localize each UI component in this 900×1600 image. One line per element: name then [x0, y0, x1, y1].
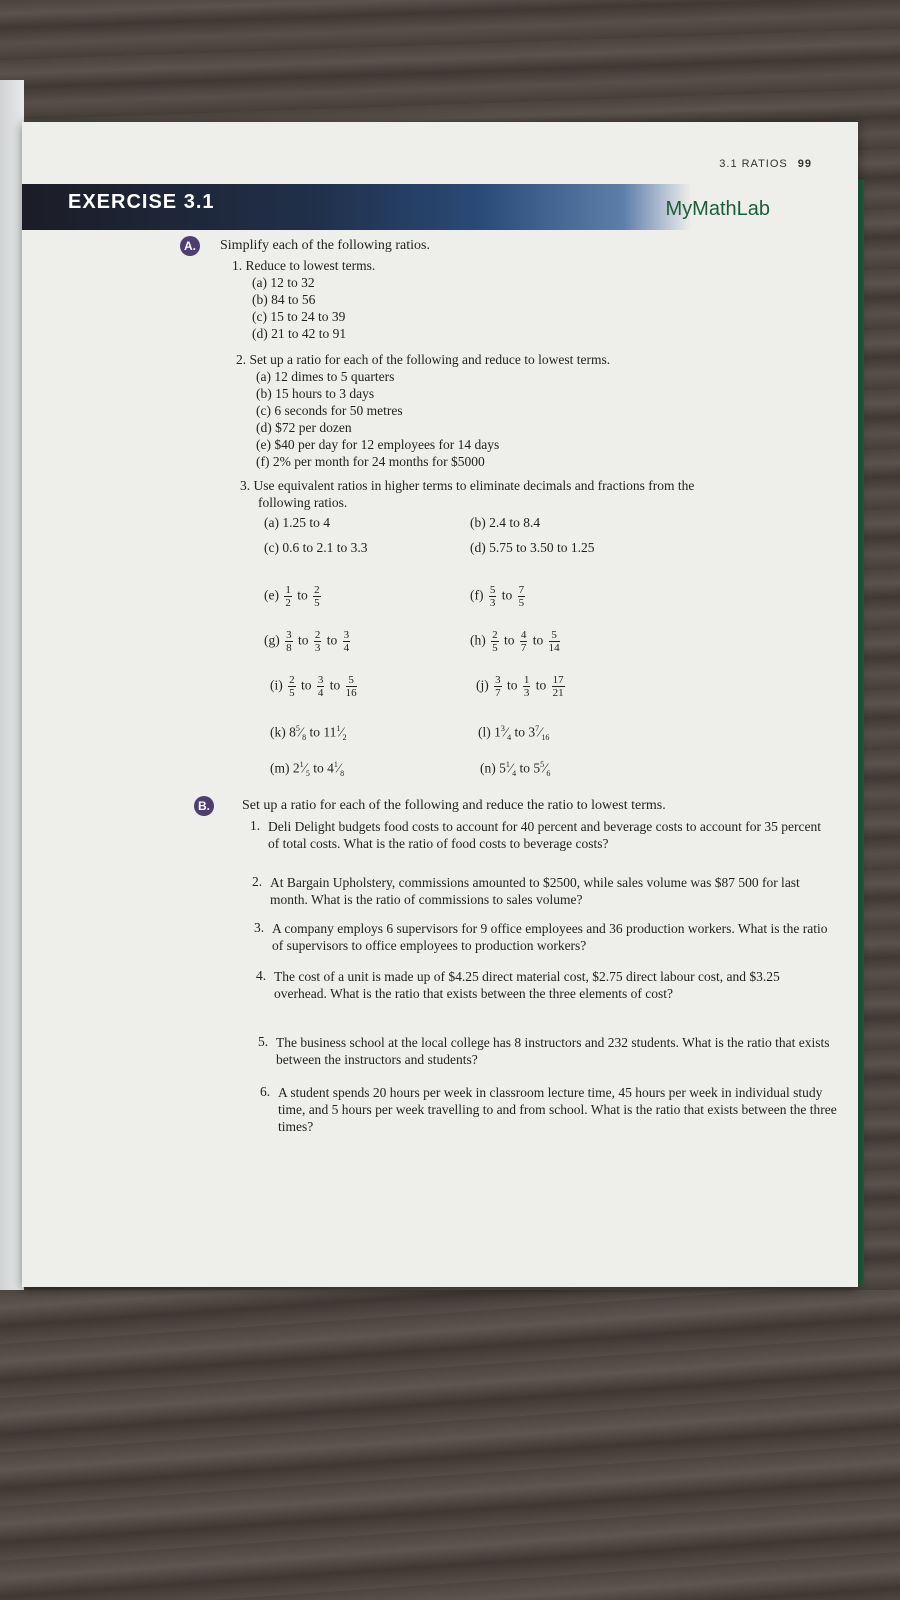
fraction: $\frac{5}{16}$	[345, 674, 357, 699]
b-q6-text: A student spends 20 hours per week in classroom lecture time, 45 hours per week in individual study time, and 5 hours per week travelling to and from school. What is the ratio that exists between the three times?	[278, 1085, 837, 1134]
fraction: $\frac{3}{4}$	[343, 629, 350, 654]
fraction: $\frac{2}{5}$	[289, 674, 295, 699]
q3-g-label: (g)	[264, 632, 280, 648]
q3-item-n: (n) $5^1⁄_4$ to $5^5⁄_6$	[480, 760, 551, 779]
section-b-intro: Set up a ratio for each of the following and reduce the ratio to lowest terms.	[242, 798, 666, 813]
q2-item-d: (d) $72 per dozen	[256, 420, 352, 435]
b-q1-text: Deli Delight budgets food costs to account for 40 percent and beverage costs to account for 35 percent of total costs. What is the ratio of food costs to beverage costs?	[268, 819, 821, 851]
q3-item-d: (d) 5.75 to 3.50 to 1.25	[470, 540, 595, 555]
q1-item-a: (a) 12 to 32	[252, 275, 315, 290]
q3-m-label: (m)	[270, 760, 290, 776]
to-word: to	[514, 724, 526, 740]
q1-item-c: (c) 15 to 24 to 39	[252, 309, 346, 324]
to-word: to	[532, 632, 544, 648]
q3-i-label: (i)	[270, 677, 283, 693]
q2-title: 2. Set up a ratio for each of the following and reduce to lowest terms.	[236, 352, 611, 367]
q3-item-m: (m) $2^1⁄_5$ to $4^1⁄_8$	[270, 760, 345, 779]
fraction: $\frac{17}{21}$	[552, 674, 564, 699]
section-b-badge: B.	[194, 796, 214, 816]
running-header	[719, 158, 812, 170]
q3-e-label: (e)	[264, 587, 279, 603]
textbook-page	[22, 122, 858, 1287]
q3-item-g	[264, 629, 352, 654]
exercise-banner	[22, 184, 858, 230]
q3-item-b: (b) 2.4 to 8.4	[470, 515, 541, 530]
q3-item-e	[264, 584, 323, 609]
fraction: $\frac{2}{5}$	[492, 629, 498, 654]
to-word: to	[309, 724, 321, 740]
section-label: 3.1 RATIOS	[719, 158, 788, 170]
b-q3-text: A company employs 6 supervisors for 9 office employees and 36 production workers. What is the ratio of supervisors to office employees to production workers?	[272, 921, 828, 953]
b-q6-number: 6.	[260, 1084, 271, 1099]
b-q2-number: 2.	[252, 874, 263, 889]
exercise-title: EXERCISE 3.1	[68, 191, 215, 213]
q3-item-c: (c) 0.6 to 2.1 to 3.3	[264, 540, 368, 555]
q1-item-b: (b) 84 to 56	[252, 292, 316, 307]
fraction: $\frac{4}{7}$	[520, 629, 527, 654]
q1-item-d: (d) 21 to 42 to 91	[252, 326, 347, 341]
q3-item-a: (a) 1.25 to 4	[264, 515, 330, 530]
left-page-edge	[0, 80, 24, 1290]
q3-item-h	[470, 629, 562, 654]
to-word: to	[519, 760, 531, 776]
to-word: to	[301, 677, 312, 693]
q3-item-k: (k) $8^5⁄_8$ to $11^1⁄_2$	[270, 724, 347, 743]
q3-l-label: (l)	[478, 724, 491, 740]
q2-item-c: (c) 6 seconds for 50 metres	[256, 403, 403, 418]
q3-title-line2: following ratios.	[258, 495, 348, 510]
q3-item-l: (l) $1^3⁄_4$ to $3^7⁄_{16}$	[478, 724, 550, 743]
fraction: $\frac{2}{3}$	[314, 629, 321, 654]
section-a-badge: A.	[180, 236, 200, 256]
fraction: $\frac{1}{3}$	[523, 674, 530, 699]
b-q3-number: 3.	[254, 920, 265, 935]
q2-item-f: (f) 2% per month for 24 months for $5000	[256, 454, 485, 469]
table-surface	[0, 1290, 900, 1600]
brand-logo: MyMathLab	[665, 198, 770, 220]
to-word: to	[504, 632, 515, 648]
q3-n-label: (n)	[480, 760, 496, 776]
page-number: 99	[797, 158, 812, 170]
q3-item-f	[470, 584, 527, 609]
fraction: $\frac{5}{3}$	[489, 584, 496, 609]
section-a-intro: Simplify each of the following ratios.	[220, 238, 430, 253]
to-word: to	[313, 760, 324, 776]
q3-item-j	[476, 674, 567, 699]
fraction: $\frac{2}{5}$	[314, 584, 320, 609]
fraction: $\frac{3}{8}$	[286, 629, 292, 654]
to-word: to	[501, 587, 513, 603]
fraction: $\frac{7}{5}$	[518, 584, 525, 609]
q3-j-label: (j)	[476, 677, 489, 693]
to-word: to	[298, 632, 309, 648]
to-word: to	[329, 677, 341, 693]
to-word: to	[326, 632, 338, 648]
fraction: $\frac{3}{4}$	[317, 674, 324, 699]
fraction: $\frac{5}{14}$	[548, 629, 560, 654]
b-q5-text: The business school at the local college has 8 instructors and 232 students. What is the ratio that exists between the instructors and students?	[276, 1035, 830, 1067]
to-word: to	[297, 587, 308, 603]
q2-item-a: (a) 12 dimes to 5 quarters	[256, 369, 395, 384]
to-word: to	[507, 677, 518, 693]
q3-f-label: (f)	[470, 587, 484, 603]
q3-item-i	[270, 674, 359, 699]
q1-title: 1. Reduce to lowest terms.	[232, 258, 376, 273]
q2-item-b: (b) 15 hours to 3 days	[256, 386, 375, 401]
fraction: $\frac{3}{7}$	[495, 674, 501, 699]
q3-k-label: (k)	[270, 724, 286, 740]
q3-h-label: (h)	[470, 632, 486, 648]
b-q5-number: 5.	[258, 1034, 269, 1049]
b-q1-number: 1.	[250, 818, 261, 833]
to-word: to	[535, 677, 547, 693]
fraction: $\frac{1}{2}$	[285, 584, 291, 609]
b-q4-text: The cost of a unit is made up of $4.25 direct material cost, $2.75 direct labour cost, and $3.25 overhead. What is the ratio that exists between the three elements of cost?	[274, 969, 780, 1001]
q2-item-e: (e) $40 per day for 12 employees for 14 days	[256, 437, 500, 452]
b-q4-number: 4.	[256, 968, 267, 983]
q3-title-line1: 3. Use equivalent ratios in higher terms to eliminate decimals and fractions from the	[240, 478, 695, 493]
b-q2-text: At Bargain Upholstery, commissions amounted to $2500, while sales volume was $87 500 for last month. What is the ratio of commissions to sales volume?	[270, 875, 800, 907]
